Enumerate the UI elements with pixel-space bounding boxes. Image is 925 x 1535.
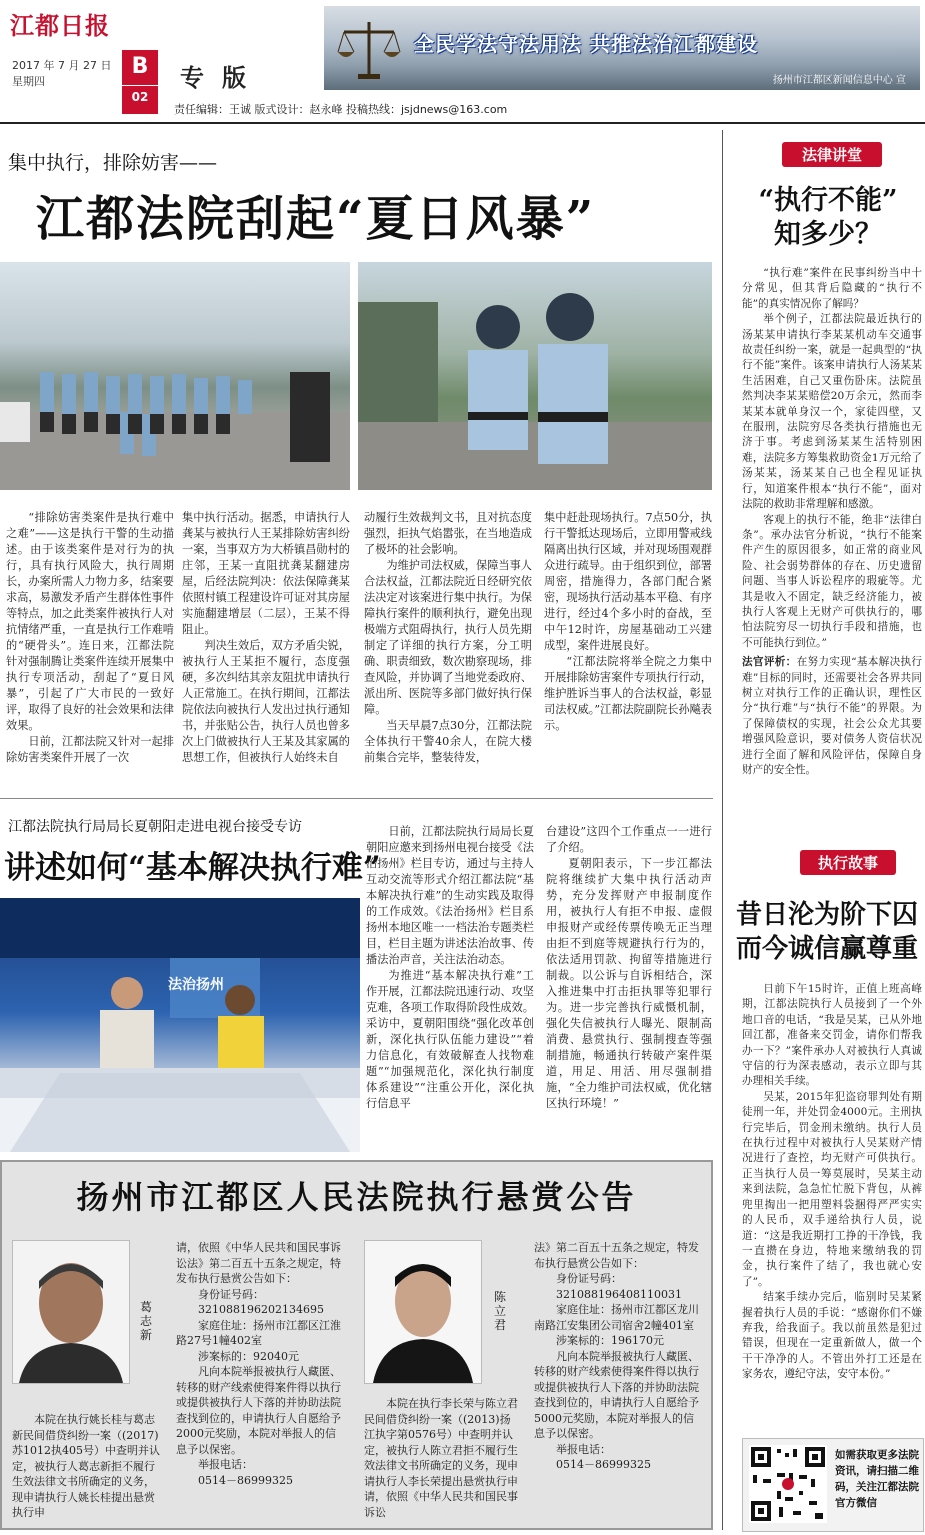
phone-number: 0514－86999325: [556, 1458, 651, 1471]
main-headline: 江都法院刮起“夏日风暴”: [36, 191, 596, 247]
newspaper-logo: 江都日报: [10, 11, 110, 40]
tag-enforcement-story: 执行故事: [800, 850, 896, 875]
masthead-rule: [0, 122, 925, 124]
paragraph: 夏朝阳表示，下一步江都法院将继续扩大集中执行活动声势，充分发挥财产申报制度作用，被执行人有拒不申报、虚假申报财产或经传票传唤无正当理由拒不到庭等规避执行行为的，依法适用罚款、拘留等措施进行制裁。以公诉与自诉相结合，深入推进集中打击拒执罪等犯罪行为。进一步完善执行威慑机制，强化失信被执行人曝光、限制高消费、悬赏执行、强制搜查等强制措施，畅通执行转破产案件渠道，用足、用活、用尽强制措施，“全力维护司法权威，优化辖区执行环境！”: [546, 857, 712, 1110]
paragraph: 客观上的执行不能，绝非“法律白条”。承办法官分析说，“执行不能案件产生的原因很多，如正常的商业风险、社会弱势群体的存在、历史遗留问题、当事人诉讼程序的瑕疵等。尤其是收入不固定，缺乏经济能力，被执行人客观上无财产可供执行的，哪怕法院穷尽一切执行手段和措施，也不可能执行到位。”: [742, 513, 922, 649]
main-col-3: [364, 510, 532, 766]
masthead: [0, 0, 925, 122]
person1-details: [176, 1240, 346, 1488]
id-number: 321088196408110031: [556, 1287, 682, 1301]
notice-line: 举报电话：: [198, 1458, 253, 1471]
paragraph: 集中赶赴现场执行。7点50分，执行干警抵达现场后，立即用警戒线隔离出执行区域，并对现场围观群众进行疏导。由于组织到位，部署周密，措施得力，各部门配合紧密，现场执行活动基本平稳、有序进行，经过4个多小时的奋战，至中午12时许，房屋基础动工兴建成型，案件进展良好。: [544, 511, 712, 652]
headline-line: 知多少？: [774, 219, 882, 250]
paragraph: 日前，江都法院执行局局长夏朝阳应邀来到扬州电视台接受《法治扬州》栏目专访，通过与主持人互动交流等形式介绍江都法院“基本解决执行难”的生动实践及取得的工作成效。《法治扬州》栏目系扬州本地区唯一一档法治专题类栏目，栏目主题为讲述法治故事、传播法治声音，关注法治动态。: [366, 825, 534, 966]
phone-number: 0514－86999325: [198, 1473, 293, 1487]
headline-line: 而今诚信赢尊重: [735, 934, 918, 964]
photo-officers-lineup: [0, 262, 350, 490]
banner-slogan: 全民学法守法用法 共推法治江都建设: [414, 32, 758, 56]
paragraph: “江都法院将举全院之力集中开展排除妨害案件专项执行行动，维护胜诉当事人的合法权益，彰显司法权威。”江都法院副院长孙飚表示。: [544, 655, 712, 732]
main-col-1: [6, 510, 174, 766]
paragraph: 结案手续办完后，临别时吴某紧握着执行人员的手说：“感谢你们不嫌弃我，给我面子。我以前虽然是犯过错误，但现在一定重新做人，做一个干干净净的人。不管出外打工还是在家务农，遵纪守法，安守本份。”: [742, 1291, 922, 1381]
person1-intro: 本院在执行姚长桂与葛志新民间借贷纠纷一案（(2017)苏1012执405号）中查明并认定，被执行人葛志新拒不履行生效法律文书所确定的义务，现申请执行人姚长桂提出悬赏执行申: [12, 1413, 160, 1519]
banner-org: 扬州市江都区新闻信息中心 宣: [772, 75, 906, 86]
paragraph: “执行难”案件在民事纠纷当中十分常见，但其背后隐藏的“执行不能”的真实情况你了解吗？: [742, 267, 922, 310]
sidebar-article-1: [742, 266, 922, 778]
paragraph: 集中执行活动。据悉，申请执行人龚某与被执行人王某排除妨害纠纷一案，当事双方为大桥镇昌勋村的庄邻，王某一直阻扰龚某翻建房屋，后经法院判决：依法保障龚某依照村镇工程建设许可证对其房屋实施翻建增层（二层），王某不得阻止。: [182, 511, 350, 636]
justice-scale-icon: [334, 14, 404, 84]
issue-weekday: 星期四: [12, 75, 45, 88]
sidebar-divider: [722, 130, 723, 1530]
page-number-box: [122, 50, 158, 114]
headline-line: “执行不能”: [758, 185, 898, 216]
paragraph: 台建设”这四个工作重点一一进行了介绍。: [546, 825, 712, 854]
headline-line: 昔日沦为阶下囚: [735, 900, 918, 930]
main-col-2: [182, 510, 350, 766]
qr-box: [742, 1438, 924, 1532]
main-col-4: [544, 510, 712, 734]
notice-line: 涉案标的：92040元: [198, 1349, 299, 1363]
sidebar-headline-1: [736, 184, 920, 252]
editor-credits: 责任编辑：王诚 版式设计：赵永峰 投稿热线：jsjdnews@163.com: [174, 103, 508, 116]
second-col-2: [546, 824, 712, 1112]
studio-sign: 法治扬州: [168, 977, 224, 993]
notice-line: 法》第二百五十五条之规定，特发布执行悬赏公告如下：: [534, 1241, 699, 1270]
comment-label: 法官评析：: [742, 656, 797, 669]
sidebar-headline-2: [730, 898, 924, 966]
paragraph: 动履行生效裁判文书，且对抗态度强烈，拒执气焰嚣张，在当地造成了极坏的社会影响。: [364, 511, 532, 556]
paragraph: 为维护司法权威，保障当事人合法权益，江都法院近日经研究依法决定对该案进行集中执行。为保障执行案件的顺利执行，避免出现极端方式阻碍执行，执行人员先期制定了详细的执行方案，分工明确、职责细致，数次勘察现场，排查风险，并协调了当地党委政府、派出所、医院等多部门做好执行保障。: [364, 559, 532, 716]
section-label: 专版: [180, 63, 264, 92]
person2-details: [534, 1240, 700, 1473]
paragraph: 举个例子，江都法院最近执行的汤某某申请执行李某某机动车交通事故责任纠纷一案，就是一起典型的“执行不能”案件。该案申请执行人汤某某生活困难，自己又重伤卧床。法院虽然判决李某某赔偿20万余元，然而李某某本就单身汉一个，家徒四壁，又在服刑，法院穷尽各类执行措施也无济于事。考虑到汤某某生活特别困难，法院多方筹集救助资金1万元给了汤某某，汤某某自己也全程见证执行，知道案件根本“执行不能”，面对法院的救助非常理解和感激。: [742, 313, 922, 511]
id-number: 321088196202134695: [198, 1303, 324, 1316]
slogan-banner: [324, 6, 920, 90]
notice-line: 身份证号码：: [198, 1287, 264, 1301]
paragraph: 吴某，2015年犯盗窃罪判处有期徒刑一年，并处罚金4000元。主刑执行完毕后，罚金刑未缴纳。执行人员在执行过程中对被执行人吴某财产情况进行了查控，均无财产可供执行。正当执行人员一筹莫展时，吴某主动来到法院，急急忙忙脱下背包，从裤兜里掏出一把用塑料袋捆得严严实实的人民币，双手递给执行人员，说道：“这是我近期打工挣的干净钱，我一直攒在身边，特地来缴纳我的罚金，执行案件了结了，我也就心安了”。: [742, 1090, 922, 1288]
portrait-chen-lijun: [364, 1240, 482, 1384]
notice-line: 涉案标的：196170元: [556, 1334, 664, 1347]
notice-line: 身份证号码：: [556, 1272, 622, 1285]
paragraph: 日前下午15时许，正值上班高峰期，江都法院执行人员接到了一个外地口音的电话，“我是吴某，已从外地回江都，准备来交罚金，请你们帮我办一下？”案件承办人对被执行人真诚守信的行为深表感动，表示立即与其办理相关手续。: [742, 983, 922, 1088]
paragraph: “排除妨害类案件是执行难中之难”——这是执行干警的生动描述。由于该类案件是对行为的执行，具有执行风险大，执行周期长，办案所需人力物力多，结案要求高，易激发矛盾产生群体性事件等特点，加之此类案件被执行人对抗情绪严重，一直是执行工作难啃的“硬骨头”。连日来，江都法院针对强制腾让类案件连续开展集中执行专项活动，刮起了“夏日风暴”，引起了广大市民的一致好评，取得了良好的社会效果和法律效果。: [6, 511, 174, 732]
issue-date: 2017 年 7 月 27 日: [12, 59, 112, 72]
photo-tv-studio: [0, 898, 360, 1152]
paragraph: 日前，江都法院又针对一起排除妨害类案件开展了一次: [6, 735, 174, 764]
issue-date-block: [12, 58, 111, 90]
qr-caption: 如需获取更多法院资讯，请扫描二维码，关注江都法院官方微信: [835, 1449, 919, 1509]
judge-comment: [742, 655, 922, 778]
comment-text: 在努力实现“基本解决执行难”目标的同时，还需要社会各界共同树立对执行工作的正确认识，理性区分“执行难”与“执行不能”的界限。为了保障债权的实现，社会公众尤其要增强风险意识，要对债务人资信状况进行全面了解和风险评估，保障自身财产的安全性。: [742, 656, 922, 776]
sidebar-article-2: [742, 982, 922, 1383]
person2-name: 陈立君: [494, 1290, 507, 1332]
paragraph: 当天早晨7点30分，江都法院全体执行干警40余人，在院大楼前集合完毕，整装待发，: [364, 719, 532, 764]
notice-line: 举报电话：: [556, 1442, 611, 1456]
photo-police-officers: [358, 262, 712, 490]
second-col-1: [366, 824, 534, 1112]
page-letter: B: [131, 54, 149, 79]
second-kicker: 江都法院执行局局长夏朝阳走进电视台接受专访: [8, 819, 302, 835]
portrait-ge-zhixin: [12, 1240, 130, 1384]
notice-line: 请，依照《中华人民共和国民事诉讼法》第二百五十五条之规定，特发布执行悬赏公告如下：: [176, 1241, 341, 1285]
paragraph: 判决生效后，双方矛盾尖锐，被执行人王某拒不履行，态度强硬，多次纠结其亲友阻扰申请执行人正常施工。在执行期间，江都法院依法向被执行人发出过执行通知书，并张贴公告，执行人员也曾多次上门做被执行人王某及其家属的思想工作，但被执行人始终未自: [182, 639, 350, 764]
tag-legal-lecture: 法律讲堂: [782, 142, 882, 167]
reward-notice-title: 扬州市江都区人民法院执行悬赏公告: [76, 1178, 637, 1216]
notice-line: 凡向本院举报被执行人藏匿、转移的财产线索使得案件得以执行或提供被执行人下落的并协助法院查找到位的，申请执行人自愿给予5000元奖励，本院对举报人的信息予以保密。: [534, 1349, 699, 1440]
notice-line: 凡向本院举报被执行人藏匿、转移的财产线索使得案件得以执行或提供被执行人下落的并协助法院查找到位的，申请执行人自愿给予2000元奖励，本院对举报人的信息予以保密。: [176, 1365, 341, 1456]
notice-line: 家庭住址：扬州市江都区江淮路27号1幢402室: [176, 1318, 341, 1347]
page-number: 02: [122, 85, 158, 104]
paragraph: 为推进“基本解决执行难”工作开展，江都法院迅速行动、攻坚克难，各项工作取得阶段性成效。采访中，夏朝阳围绕“强化改革创新，深化执行队伍能力建设”“着力信息化，有效破解查人找物难题”“加强规范化，深化执行制度体系建设”“注重公开化，深化执行信息平: [366, 969, 534, 1110]
person1-name: 葛志新: [140, 1300, 153, 1342]
second-headline: 讲述如何“基本解决执行难”: [4, 850, 381, 886]
person2-intro: 本院在执行李长荣与陈立君民间借贷纠纷一案（(2013)扬江执字第0576号）中查明并认定，被执行人陈立君拒不履行生效法律文书所确定的义务，现申请执行人李长荣提出悬赏执行申请，依照《中华人民共和国民事诉讼: [364, 1397, 518, 1519]
main-kicker: 集中执行，排除妨害——: [8, 152, 218, 174]
notice-line: 家庭住址：扬州市江都区龙川南路江安集团公司宿舍2幢401室: [534, 1303, 699, 1332]
qr-code-icon[interactable]: [749, 1445, 827, 1523]
section-divider: [0, 798, 713, 799]
